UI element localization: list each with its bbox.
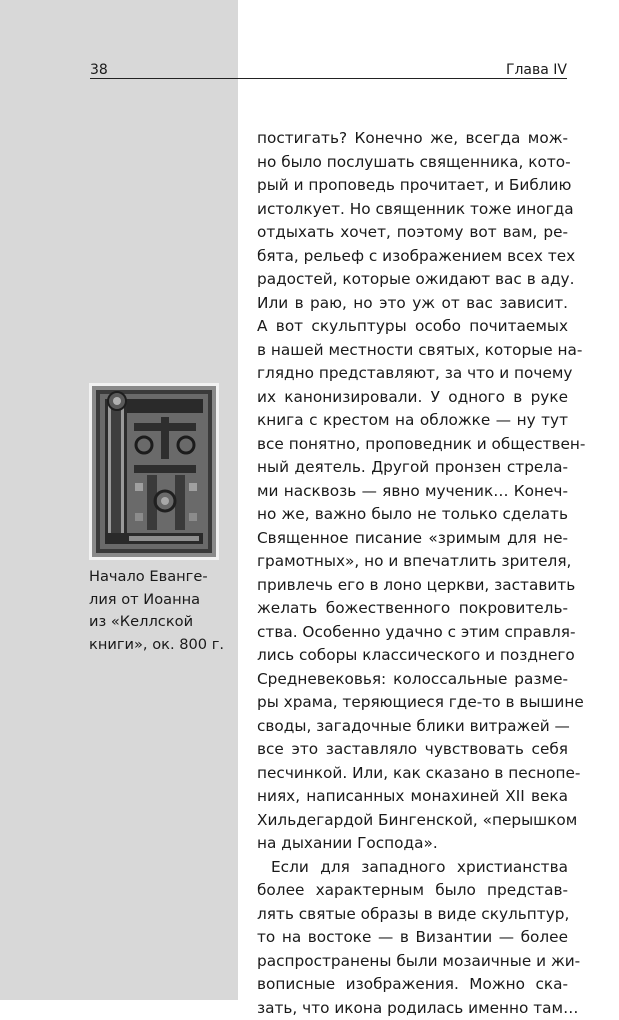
body-text	[257, 127, 568, 1020]
text-line: своды, загадочные блики витражей —	[257, 715, 568, 739]
text-line: Хильдегардой Бингенской, «перышком	[257, 809, 568, 833]
text-line: но же, важно было не только сделать	[257, 503, 568, 527]
text-line: то на востоке — в Византии — более	[257, 926, 568, 950]
text-line: все это заставляло чувствовать себя	[257, 738, 568, 762]
text-line: в нашей местности святых, которые на-	[257, 339, 568, 363]
text-line: лись соборы классического и позднего	[257, 644, 568, 668]
text-line: постигать? Конечно же, всегда мож-	[257, 127, 568, 151]
text-line: песчинкой. Или, как сказано в песнопе-	[257, 762, 568, 786]
text-line: ниях, написанных монахиней XII века	[257, 785, 568, 809]
text-line: бята, рельеф с изображением всех тех	[257, 245, 568, 269]
kells-manuscript-illustration	[89, 383, 219, 560]
caption-line: книги», ок. 800 г.	[89, 634, 239, 657]
text-line: Если для западного христианства	[257, 856, 568, 880]
text-line: вописные изображения. Можно ска-	[257, 973, 568, 997]
text-line: отдыхать хочет, поэтому вот вам, ре-	[257, 221, 568, 245]
header-rule	[90, 78, 567, 79]
text-line: Или в раю, но это уж от вас зависит.	[257, 292, 568, 316]
text-line: грамотных», но и впечатлить зрителя,	[257, 550, 568, 574]
text-line: глядно представляют, за что и почему	[257, 362, 568, 386]
text-line: Средневековья: колоссальные разме-	[257, 668, 568, 692]
text-line: радостей, которые ожидают вас в аду.	[257, 268, 568, 292]
caption-line: лия от Иоанна	[89, 589, 239, 612]
text-line: лять святые образы в виде скульптур,	[257, 903, 568, 927]
text-line: все понятно, проповедник и обществен-	[257, 433, 568, 457]
text-line: книга с крестом на обложке — ну тут	[257, 409, 568, 433]
text-line: их канонизировали. У одного в руке	[257, 386, 568, 410]
caption-line: Начало Еванге-	[89, 566, 239, 589]
page-number: 38	[90, 62, 108, 78]
text-line: ный деятель. Другой пронзен стрела-	[257, 456, 568, 480]
text-line: на дыхании Господа».	[257, 832, 568, 856]
text-line: ства. Особенно удачно с этим справля-	[257, 621, 568, 645]
text-line: желать божественного покровитель-	[257, 597, 568, 621]
chapter-title: Глава IV	[506, 62, 567, 78]
caption-line: из «Келлской	[89, 611, 239, 634]
text-line: зать, что икона родилась именно там…	[257, 997, 568, 1020]
text-line: истолкует. Но священник тоже иногда	[257, 198, 568, 222]
text-line: распространены были мозаичные и жи-	[257, 950, 568, 974]
text-line: ми насквозь — явно мученик… Конеч-	[257, 480, 568, 504]
text-line: А вот скульптуры особо почитаемых	[257, 315, 568, 339]
text-line: но было послушать священника, кото-	[257, 151, 568, 175]
figure-caption	[89, 566, 239, 656]
text-line: привлечь его в лоно церкви, заставить	[257, 574, 568, 598]
text-line: ры храма, теряющиеся где-то в вышине	[257, 691, 568, 715]
text-line: рый и проповедь прочитает, и Библию	[257, 174, 568, 198]
text-line: более характерным было представ-	[257, 879, 568, 903]
text-line: Священное писание «зримым для не-	[257, 527, 568, 551]
